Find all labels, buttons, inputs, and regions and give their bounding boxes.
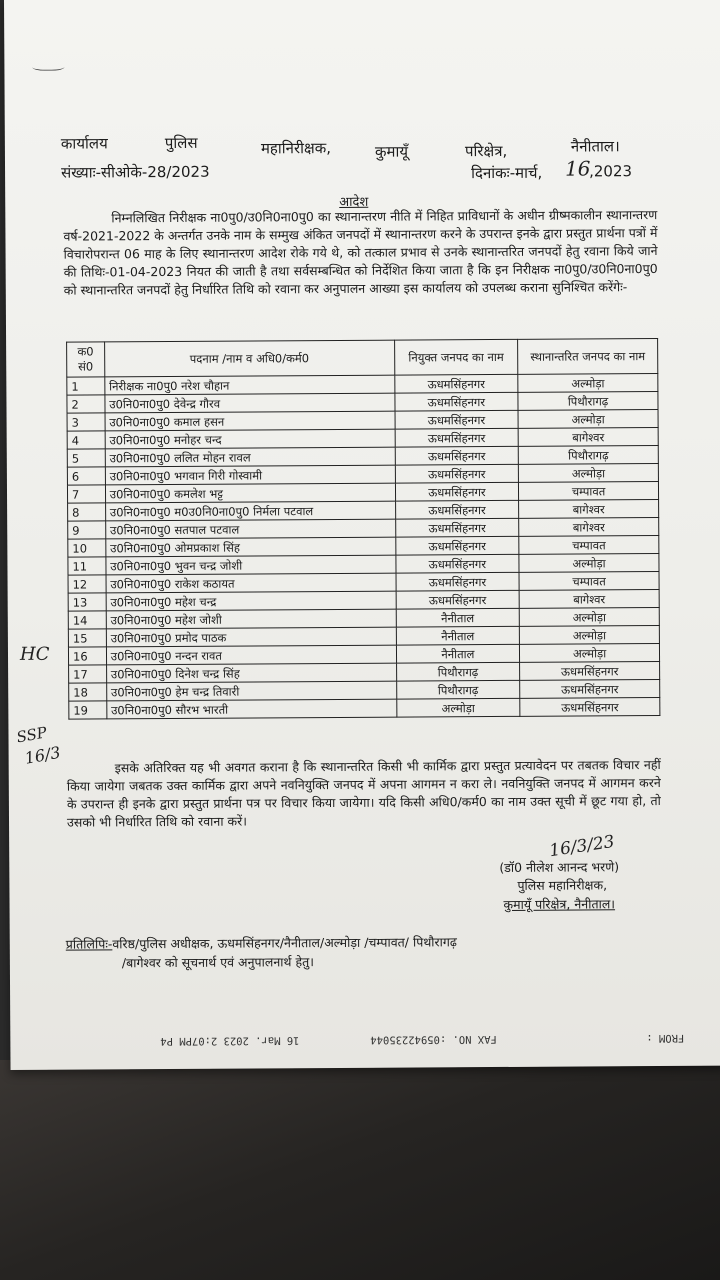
copy-to-line1 — [66, 933, 457, 952]
row-appointed-district: ऊधमसिंहनगर — [395, 500, 519, 519]
handwritten-signature-date: 16/3/23 — [548, 831, 616, 862]
row-transferred-district: चम्पावत — [519, 482, 659, 501]
signatory-name: (डॉ0 नीलेश आनन्द भरणे) — [499, 859, 620, 875]
row-appointed-district: ऊधमसिंहनगर — [395, 482, 519, 501]
fax-time: 16 Mar. 2023 2:07PM P4 — [160, 1034, 300, 1048]
row-name: उ0नि0ना0पु0 भुवन चन्द्र जोशी — [106, 555, 396, 575]
row-transferred-district: अल्मोड़ा — [518, 464, 658, 483]
row-appointed-district: ऊधमसिंहनगर — [396, 554, 520, 573]
row-name: उ0नि0ना0पु0 सतपाल पटवाल — [105, 519, 395, 539]
row-transferred-district: ऊधमसिंहनगर — [520, 698, 660, 717]
row-transferred-district: अल्मोड़ा — [520, 644, 660, 663]
header-police: पुलिस — [164, 133, 198, 153]
row-name: उ0नि0ना0पु0 सौरभ भारती — [107, 699, 397, 719]
row-serial: 14 — [68, 611, 106, 629]
row-appointed-district: नैनीताल — [396, 626, 520, 645]
row-transferred-district: अल्मोड़ा — [519, 626, 659, 645]
row-serial: 5 — [67, 449, 105, 467]
row-name: उ0नि0ना0पु0 प्रमोद पाठक — [106, 627, 396, 647]
order-paragraph: निम्नलिखित निरीक्षक ना0पु0/उ0नि0ना0पु0 का स्थानान्तरण नीति में निहित प्राविधानों के अधीन ग्रीष्मकालीन स्थानान्तरण वर्ष-2021-2022 के अन्तर्गत उनके नाम के सम्मुख अंकित जनपदों में स्थानान्तरण करने के उपरान्त इनके द्वारा प्रस्तुत प्रार्थना पत्रों में विचारोपरान्त 06 माह के लिए स्थानान्तरण आदेश रोके गये थे, को तत्काल प्रभाव से उनके स्थानान्तरित जनपदों हेतु रवाना किये जाने की तिथिः-01-04-2023 नियत की जाती है तथा सर्वसम्बन्धित को निर्देशित किया जाता है कि इन निरीक्षक ना0पु0/उ0नि0ना0पु0 को स्थानान्तरित जनपदों हेतु निर्धारित तिथि को रवाना कर अनुपालन आख्या इस कार्यालय को उपलब्ध कराना सुनिश्चित करेंगेः- — [63, 207, 658, 298]
row-serial: 7 — [67, 485, 105, 503]
row-transferred-district: अल्मोड़ा — [518, 374, 658, 393]
copy-to-recipients: वरिष्ठ/पुलिस अधीक्षक, ऊधमसिंहनगर/नैनीताल/अल्मोड़ा /चम्पावत/ पिथौरागढ़ — [112, 934, 457, 952]
row-serial: 6 — [67, 467, 105, 485]
row-appointed-district: ऊधमसिंहनगर — [396, 590, 520, 609]
row-serial: 10 — [68, 539, 106, 557]
row-transferred-district: अल्मोड़ा — [518, 410, 658, 429]
header-office: कार्यालय — [60, 134, 108, 153]
pen-mark — [32, 62, 64, 71]
signatory-office: कुमायूँ परिक्षेत्र, नैनीताल। — [503, 896, 616, 912]
row-serial: 3 — [67, 413, 105, 431]
row-appointed-district: ऊधमसिंहनगर — [396, 572, 520, 591]
row-appointed-district: अल्मोड़ा — [396, 698, 520, 717]
row-transferred-district: अल्मोड़ा — [519, 608, 659, 627]
signatory-designation: पुलिस महानिरीक्षक, — [517, 877, 608, 893]
order-date-label: दिनांकः-मार्च, — [471, 163, 543, 183]
row-name: उ0नि0ना0पु0 कमलेश भट्ट — [105, 483, 395, 503]
row-transferred-district: ऊधमसिंहनगर — [520, 680, 660, 699]
row-transferred-district: बागेश्वर — [518, 428, 658, 447]
row-transferred-district: बागेश्वर — [519, 518, 659, 537]
header-name: पदनाम /नाम व अधि0/कर्म0 — [104, 340, 394, 377]
table-row — [69, 698, 660, 720]
order-date-year: ,2023 — [589, 162, 633, 181]
document-page — [4, 0, 720, 1070]
row-name: उ0नि0ना0पु0 ललित मोहन रावल — [105, 447, 395, 467]
row-serial: 15 — [68, 629, 106, 647]
row-name: उ0नि0ना0पु0 भगवान गिरी गोस्वामी — [105, 465, 395, 485]
row-serial: 8 — [68, 503, 106, 521]
table-header-row — [67, 339, 658, 378]
row-serial: 9 — [68, 521, 106, 539]
row-transferred-district: चम्पावत — [519, 536, 659, 555]
row-transferred-district: बागेश्वर — [519, 590, 659, 609]
row-appointed-district: ऊधमसिंहनगर — [395, 392, 519, 411]
annotation-hc: HC — [19, 643, 50, 665]
row-appointed-district: ऊधमसिंहनगर — [394, 374, 518, 393]
row-serial: 4 — [67, 431, 105, 449]
row-serial: 17 — [69, 665, 107, 683]
row-serial: 2 — [67, 395, 105, 413]
row-name: उ0नि0ना0पु0 म0उ0नि0ना0पु0 निर्मला पटवाल — [105, 501, 395, 521]
header-serial: क0 सं0 — [67, 342, 105, 377]
row-name: उ0नि0ना0पु0 मनोहर चन्द — [105, 429, 395, 449]
table-surface — [0, 1060, 720, 1280]
row-transferred-district: अल्मोड़ा — [519, 554, 659, 573]
row-appointed-district: ऊधमसिंहनगर — [395, 518, 519, 537]
header-appointed: नियुक्त जनपद का नाम — [394, 339, 518, 375]
fax-number: FAX NO. :05942235044 — [370, 1033, 497, 1046]
header-transferred: स्थानान्तरित जनपद का नाम — [518, 339, 658, 375]
copy-to-line2: /बागेश्वर को सूचनार्थ एवं अनुपालनार्थ हेतु। — [121, 954, 315, 971]
row-appointed-district: पिथौरागढ़ — [396, 662, 520, 681]
row-transferred-district: बागेश्वर — [519, 500, 659, 519]
row-transferred-district: चम्पावत — [519, 572, 659, 591]
row-name: उ0नि0ना0पु0 महेश चन्द्र — [106, 591, 396, 611]
row-appointed-district: पिथौरागढ़ — [396, 680, 520, 699]
row-name: उ0नि0ना0पु0 राकेश कठायत — [106, 573, 396, 593]
row-name: निरीक्षक ना0पु0 नरेश चौहान — [105, 375, 395, 395]
header-range: परिक्षेत्र, — [464, 141, 508, 161]
row-appointed-district: नैनीताल — [396, 608, 520, 627]
fax-from: FROM : — [646, 1031, 685, 1045]
row-appointed-district: ऊधमसिंहनगर — [395, 446, 519, 465]
annotation-ssp-date: 16/3 — [23, 742, 62, 768]
order-number: संख्याः-सीओके-28/2023 — [61, 162, 210, 182]
header-kumaon: कुमायूँ — [374, 142, 409, 161]
row-serial: 12 — [68, 575, 106, 593]
order-title: आदेश — [339, 194, 369, 210]
row-transferred-district: पिथौरागढ़ — [518, 392, 658, 411]
order-date-day: 16 — [564, 156, 591, 181]
row-serial: 11 — [68, 557, 106, 575]
row-name: उ0नि0ना0पु0 दिनेश चन्द्र सिंह — [106, 663, 396, 683]
transfer-table — [66, 338, 660, 720]
row-transferred-district: ऊधमसिंहनगर — [520, 662, 660, 681]
copy-to-label: प्रतिलिपिः- — [65, 936, 113, 952]
row-serial: 1 — [67, 377, 105, 395]
row-appointed-district: ऊधमसिंहनगर — [395, 410, 519, 429]
row-name: उ0नि0ना0पु0 देवेन्द्र गौरव — [105, 393, 395, 413]
row-appointed-district: ऊधमसिंहनगर — [395, 428, 519, 447]
annotation-ssp: SSP — [15, 723, 49, 747]
footer-paragraph: इसके अतिरिक्त यह भी अवगत कराना है कि स्थानान्तरित किसी भी कार्मिक द्वारा प्रस्तुत प्रत्यावेदन पर तबतक विचार नहीं किया जायेगा जबतक उक्त कार्मिक द्वारा अपने नवनियुक्ति जनपद में अपना आगमन न करा ले। नवनियुक्ति जनपद में आगमन करने के उपरान्त ही इनके द्वारा प्रस्तुत प्रार्थना पत्र पर विचार किया जायेगा। यदि किसी अधि0/कर्म0 का नाम उक्त सूची में छूट गया हो, तो उसको भी निर्धारित तिथि को रवाना करें। — [66, 757, 661, 830]
row-name: उ0नि0ना0पु0 ओमप्रकाश सिंह — [106, 537, 396, 557]
header-ig: महानिरीक्षक, — [260, 139, 332, 158]
row-serial: 13 — [68, 593, 106, 611]
row-appointed-district: ऊधमसिंहनगर — [395, 464, 519, 483]
header-city: नैनीताल। — [570, 137, 620, 156]
row-name: उ0नि0ना0पु0 नन्दन रावत — [106, 645, 396, 665]
row-name: उ0नि0ना0पु0 हेम चन्द्र तिवारी — [106, 681, 396, 701]
row-name: उ0नि0ना0पु0 कमाल हसन — [105, 411, 395, 431]
row-appointed-district: ऊधमसिंहनगर — [395, 536, 519, 555]
row-appointed-district: नैनीताल — [396, 644, 520, 663]
row-serial: 16 — [68, 647, 106, 665]
row-transferred-district: पिथौरागढ़ — [518, 446, 658, 465]
row-serial: 19 — [69, 701, 107, 719]
row-name: उ0नि0ना0पु0 महेश जोशी — [106, 609, 396, 629]
row-serial: 18 — [69, 683, 107, 701]
